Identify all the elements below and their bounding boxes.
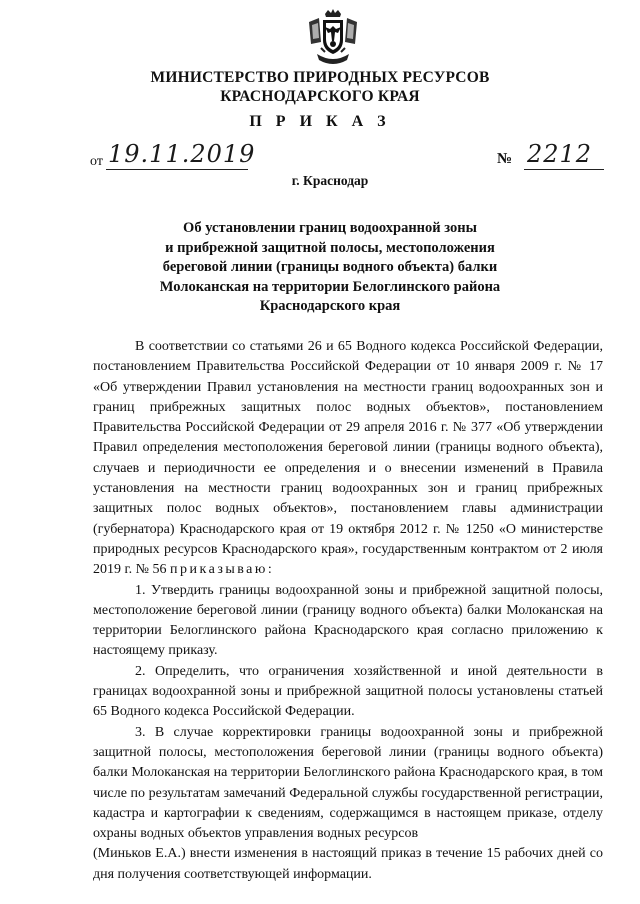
ministry-name-line-2: КРАСНОДАРСКОГО КРАЯ [220,88,420,105]
item-1-paragraph: 1. Утвердить границы водоохранной зоны и прибрежной защитной полосы, местоположение береговой линии (границу водного объекта) балки Молоканская на территории Белоглинского района Краснодарского края согласно приложению к настоящему приказу. [93,582,603,659]
order-title [130,219,530,317]
handwritten-order-number: 2212 [527,140,593,168]
ministry-name-line-1: МИНИСТЕРСТВО ПРИРОДНЫХ РЕСУРСОВ [150,69,490,86]
number-underline [524,169,604,170]
number-prefix: № [497,151,513,167]
title-line: Краснодарского края [259,298,401,314]
preamble-text: В соответствии со статьями 26 и 65 Водного кодекса Российской Федерации, постановлением Правительства Российской Федерации от 10 января 2009 г. № 17 «Об утверждении Правил установления на местности границ водоохранных зон и границ прибрежных защитных полос водных объектов», постановлением Правительства Российской Федерации от 29 апреля 2016 г. № 377 «Об утверждении Правил определения местоположения береговой линии (границы водного объекта), случаев и периодичности ее определения и о внесении изменений в Правила установления на местности границ водоохранных зон и границ прибрежных защитных полос водных объектов», постановлением главы администрации (губернатора) Краснодарского края от 19 октября 2012 г. № 1250 «О министерстве природных ресурсов Краснодарского края», государственным контрактом от 2 июля 2019 г. № 56 [93,339,603,578]
date-underline [106,169,248,170]
title-line: Молоканская на территории Белоглинского района [159,278,501,295]
city: г. Краснодар [291,173,369,188]
item-2-paragraph: 2. Определить, что ограничения хозяйственной и иной деятельности в границах водоохранной зоны и прибрежной защитной полосы установлены статьей 65 Водного кодекса Российской Федерации. [93,663,603,720]
date-prefix: от [90,154,103,169]
coat-of-arms-icon [303,8,363,68]
document-type: П Р И К А З [249,113,391,130]
item-3-paragraph: 3. В случае корректировки границы водоохранной зоны и прибрежной защитной полосы, местоположения береговой линии (границы водного объекта) балки Молоканская на территории Белоглинского района Краснодарского края, в том числе по результатам замечаний Федеральной службы государственной регистрации, кадастра и картографии к сведениям, содержащимся в настоящем приказе, отделу охраны водных объектов управления водных ресурсов [93,724,603,842]
title-line: береговой линии (границы водного объекта) балки [162,259,498,275]
order-body [93,337,603,885]
handwritten-date: 19.11.2019 [108,140,256,168]
title-line: Об установлении границ водоохранной зоны [183,220,477,236]
title-line: и прибрежной защитной полосы, местоположения [165,239,495,256]
item-3-continuation: (Миньков Е.А.) внести изменения в настоящий приказ в течение 15 рабочих дней со дня получения соответствующей информации. [93,846,603,882]
order-verb: приказываю: [170,562,275,578]
preamble-paragraph [93,337,603,581]
